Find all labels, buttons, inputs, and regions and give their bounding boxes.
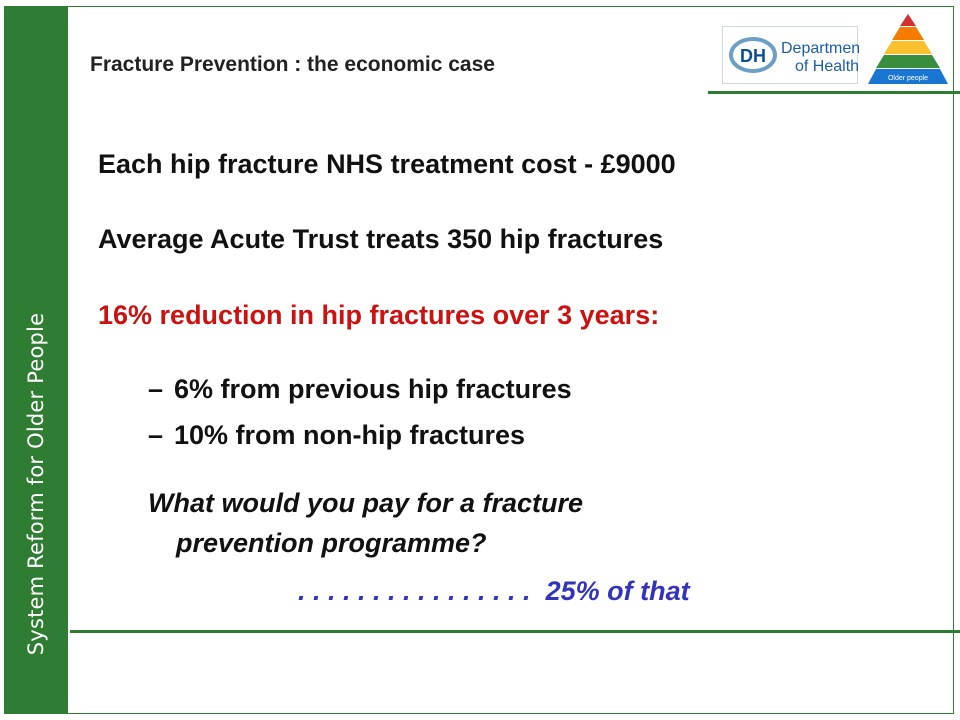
bullet-dash: – (148, 420, 164, 450)
sub-point-previous-hip (148, 374, 572, 405)
question-line-1: What would you pay for a fracture (148, 488, 584, 518)
bullet-dash: – (148, 374, 164, 404)
answer-line (298, 576, 690, 607)
department-of-health-logo (722, 26, 858, 84)
sub-point-non-hip (148, 420, 525, 451)
cost-statement: Each hip fracture NHS treatment cost - £9000 (98, 149, 676, 179)
dh-department-text: Department (781, 40, 859, 57)
pyramid-caption: Older people (887, 75, 929, 82)
slide-title: Fracture Prevention : the economic case (90, 53, 495, 76)
care-pyramid-logo (862, 12, 954, 88)
dh-mark-text: DH (740, 46, 766, 66)
volume-statement: Average Acute Trust treats 350 hip fractures (98, 224, 664, 254)
answer-dots: . . . . . . . . . . . . . . . . (298, 576, 531, 606)
answer-text: 25% of that (545, 576, 690, 606)
header-rule (708, 91, 960, 94)
dh-of-health-text: of Health (795, 58, 859, 75)
sub-point-text: 10% from non-hip fractures (174, 420, 526, 450)
slide-frame (4, 6, 954, 714)
sidebar-label: System Reform for Older People (24, 312, 48, 656)
sub-point-text: 6% from previous hip fractures (174, 374, 572, 404)
reduction-statement: 16% reduction in hip fractures over 3 years: (98, 300, 660, 330)
question-line-2: prevention programme? (176, 528, 487, 558)
footer-rule (70, 630, 960, 633)
